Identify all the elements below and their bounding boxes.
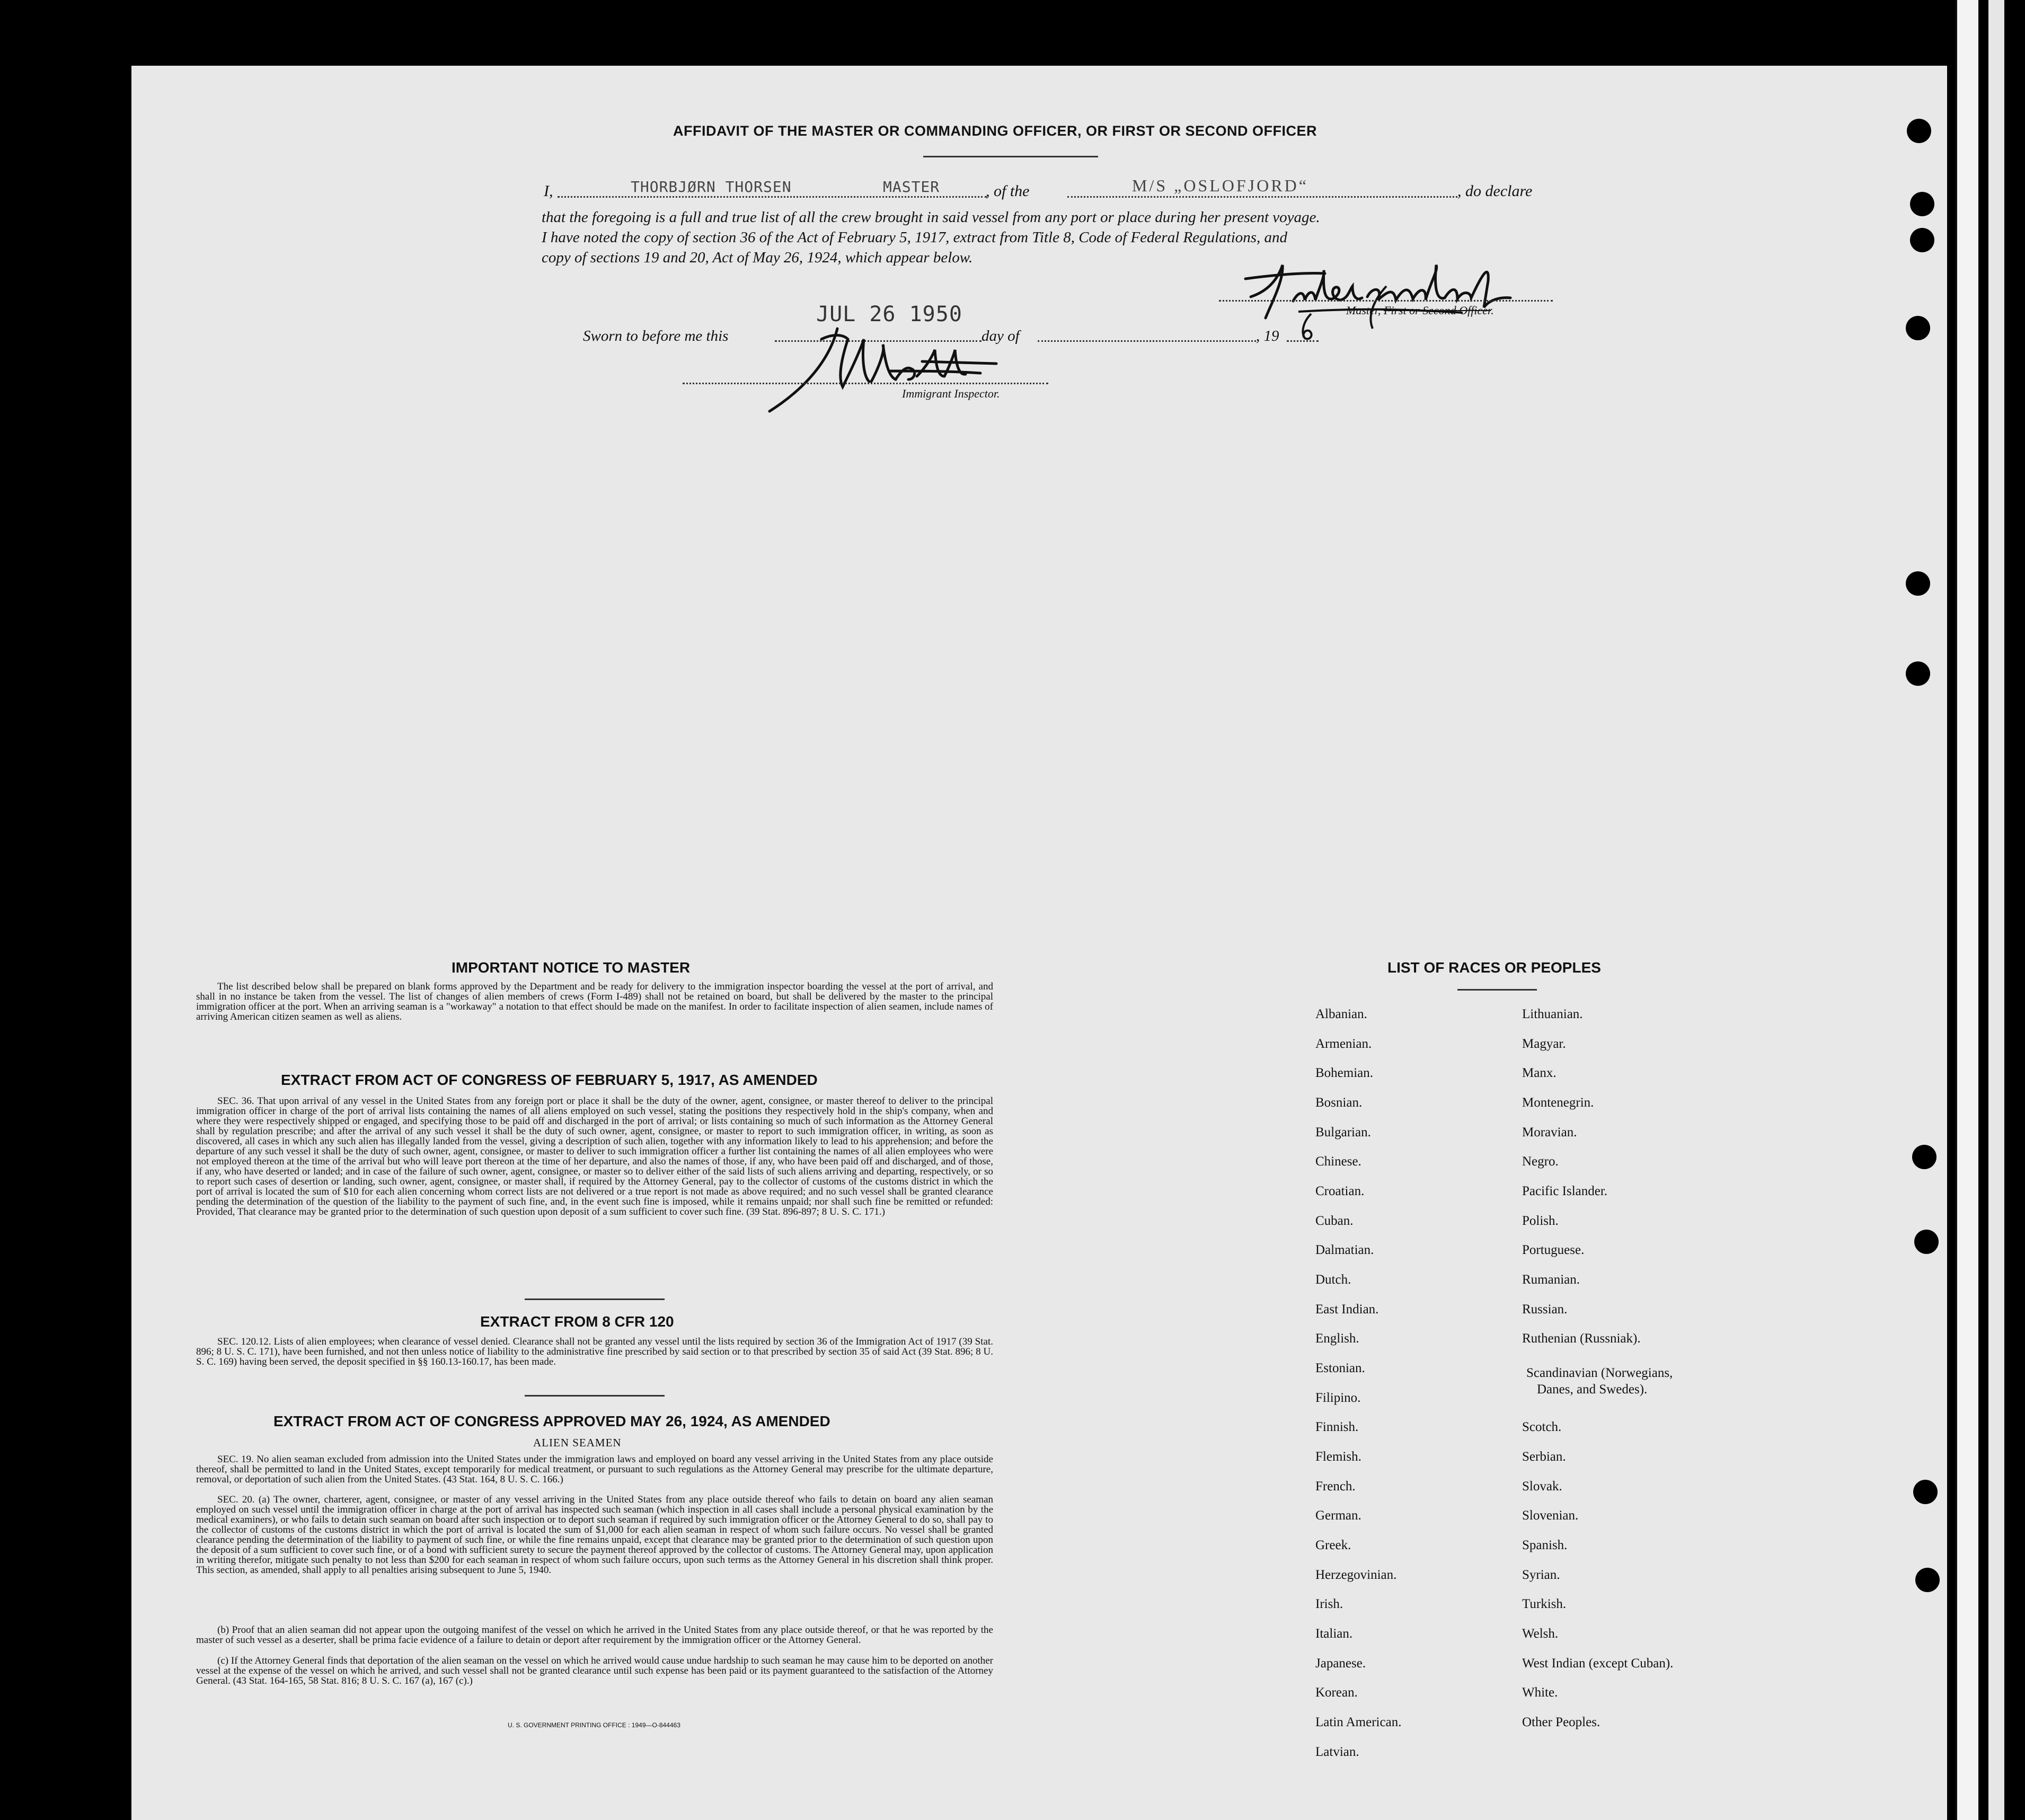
punch-hole-icon bbox=[1906, 316, 1930, 340]
race-right: Scotch. bbox=[1522, 1420, 1562, 1434]
race-right: Montenegrin. bbox=[1522, 1095, 1594, 1110]
vessel-name: M/S „OSLOFJORD“ bbox=[1132, 176, 1308, 195]
rank: MASTER bbox=[883, 178, 940, 196]
signer-caption-end: . bbox=[1491, 304, 1494, 317]
race-right: Other Peoples. bbox=[1522, 1715, 1600, 1729]
race-left: English. bbox=[1315, 1331, 1359, 1346]
race-left: Armenian. bbox=[1315, 1037, 1372, 1051]
declare-label: , do declare bbox=[1457, 182, 1533, 200]
race-right: Serbian. bbox=[1522, 1450, 1566, 1464]
race-right: Manx. bbox=[1522, 1066, 1557, 1080]
race-right: Magyar. bbox=[1522, 1037, 1566, 1051]
punch-hole-icon bbox=[1913, 1480, 1938, 1504]
races-title: LIST OF RACES OR PEOPLES bbox=[1387, 959, 1601, 976]
inspector-signature bbox=[758, 318, 1033, 419]
race-left: Filipino. bbox=[1315, 1391, 1361, 1405]
race-left: Bulgarian. bbox=[1315, 1125, 1371, 1139]
race-left: Latvian. bbox=[1315, 1745, 1359, 1759]
race-right: Scandinavian (Norwegians, bbox=[1526, 1366, 1673, 1380]
race-right: Negro. bbox=[1522, 1154, 1559, 1169]
race-left: Italian. bbox=[1315, 1627, 1353, 1641]
race-right: West Indian (except Cuban). bbox=[1522, 1656, 1674, 1671]
punch-hole-icon bbox=[1910, 192, 1934, 216]
year-label: , 19 bbox=[1256, 328, 1279, 344]
inspector-label: Immigrant Inspector. bbox=[902, 387, 1000, 400]
signer-caption-master: Master, bbox=[1346, 304, 1384, 317]
race-left: Latin American. bbox=[1315, 1715, 1402, 1729]
race-left: Flemish. bbox=[1315, 1450, 1361, 1464]
punch-hole-icon bbox=[1912, 1145, 1936, 1169]
inspector-line bbox=[683, 383, 1048, 384]
race-right: Portuguese. bbox=[1522, 1243, 1585, 1257]
race-left: Croatian. bbox=[1315, 1184, 1365, 1198]
race-right: Moravian. bbox=[1522, 1125, 1577, 1139]
race-left: Irish. bbox=[1315, 1597, 1343, 1611]
race-right: Turkish. bbox=[1522, 1597, 1567, 1611]
race-left: German. bbox=[1315, 1508, 1361, 1523]
sheet-edge bbox=[1956, 0, 1978, 1820]
notice-title: IMPORTANT NOTICE TO MASTER bbox=[452, 959, 691, 976]
race-right: Slovenian. bbox=[1522, 1508, 1579, 1523]
printer-imprint: U. S. GOVERNMENT PRINTING OFFICE : 1949—O-844463 bbox=[508, 1721, 680, 1729]
pronoun: I, bbox=[544, 182, 553, 200]
race-right: Syrian. bbox=[1522, 1568, 1560, 1582]
race-left: Chinese. bbox=[1315, 1154, 1361, 1169]
race-left: Bohemian. bbox=[1315, 1066, 1374, 1080]
month-line bbox=[1038, 340, 1256, 342]
sec20a-body: SEC. 20. (a) The owner, charterer, agent, consignee, or master of any vessel arriving in the United States from any place outside thereof who fails to detain on board any alien seaman employed on such vessel until the immigration officer in charge at the port of arrival has inspected such seaman (which inspection in all cases shall include a personal physical examination by the medical examiners), or who fails to detain such seaman on board after such inspection or to deport such seaman if required by such immigration officer or the Attorney General to do so, shall pay to the collector of customs of the customs district in which the port of arrival is located the sum of $1,000 for each alien seaman in respect of whom such failure occurs. No vessel shall be granted clearance pending the determination of the liability to payment of such fine, or while the fine remains unpaid, except that clearance may be granted prior to the determination of such question upon the deposit of a sum sufficient to cover such fine, or of a bond with sufficient surety to secure the payment thereof approved by the collector of customs. The Attorney General may, upon application in writing therefor, mitigate such penalty to not less than $200 for each seaman in respect of whom such failure occurs, upon such terms as the Attorney General in his discretion shall think proper. This section, as amended, shall apply to all penalties arising subsequent to June 5, 1940. bbox=[196, 1494, 993, 1576]
race-left: Albanian. bbox=[1315, 1007, 1367, 1021]
affidavit-title: AFFIDAVIT OF THE MASTER OR COMMANDING OFFICER, OR FIRST OR SECOND OFFICER bbox=[673, 123, 1317, 139]
race-left: French. bbox=[1315, 1479, 1356, 1494]
name-line bbox=[558, 196, 987, 198]
race-left: Finnish. bbox=[1315, 1420, 1359, 1434]
race-right: Welsh. bbox=[1522, 1627, 1559, 1641]
race-right: Pacific Islander. bbox=[1522, 1184, 1608, 1198]
race-left: Dalmatian. bbox=[1315, 1243, 1374, 1257]
race-right: White. bbox=[1522, 1685, 1558, 1700]
race-left: Bosnian. bbox=[1315, 1095, 1363, 1110]
race-left: East Indian. bbox=[1315, 1302, 1379, 1317]
sec19-body: SEC. 19. No alien seaman excluded from admission into the United States under the immigration laws and employed on board any vessel arriving in the United States from any place outside thereof, shall be permitted to land in the United States, except temporarily for medical treatment, or pursuant to such regulations as the Attorney General may prescribe for the ultimate departure, removal, or deportation of such alien from the United States. (43 Stat. 164, 8 U. S. C. 166.) bbox=[196, 1454, 993, 1485]
date-stamp: JUL 26 1950 bbox=[816, 302, 962, 326]
section-divider bbox=[525, 1395, 665, 1397]
race-right: Spanish. bbox=[1522, 1538, 1568, 1552]
race-left: Herzegovinian. bbox=[1315, 1568, 1397, 1582]
title-divider bbox=[923, 156, 1098, 157]
notice-body: The list described below shall be prepared on blank forms approved by the Department and be ready for delivery to the immigration inspector boarding the vessel at the port of arrival, and shall in no instance be taken from the vessel. The list of changes of alien members of crews (Form I-489) shall not be retained on board, but shall be delivered by the master to the principal immigration officer at the port. When an arriving seaman is a "workaway" a notation to that effect should be made on the manifest. In order to facilitate inspection of alien seamen, include names of arriving American citizen seamen as well as aliens. bbox=[196, 981, 993, 1022]
signer-caption-struck: First or Second Officer bbox=[1383, 304, 1491, 317]
punch-hole-icon bbox=[1915, 1568, 1940, 1592]
extract1-title: EXTRACT FROM ACT OF CONGRESS OF FEBRUARY 5, 1917, AS AMENDED bbox=[281, 1072, 818, 1088]
vessel-line bbox=[1067, 196, 1457, 198]
punch-hole-icon bbox=[1914, 1230, 1939, 1254]
signature-line bbox=[1219, 300, 1553, 302]
sec20b-body: (b) Proof that an alien seaman did not appear upon the outgoing manifest of the vessel on which he arrived in the United States from any place outside thereof, or that he was reported by the master of such vessel as a deserter, shall be prima facie evidence of a failure to detain or deport after requirement by the immigration officer or the Attorney General. bbox=[196, 1624, 993, 1646]
year-handwriting bbox=[1293, 311, 1325, 342]
day-of-label: day of bbox=[981, 328, 1020, 344]
race-left: Estonian. bbox=[1315, 1361, 1365, 1375]
races-divider bbox=[1457, 989, 1537, 991]
punch-hole-icon bbox=[1907, 119, 1931, 143]
race-left: Cuban. bbox=[1315, 1214, 1354, 1228]
declaration-line-4: copy of sections 19 and 20, Act of May 26, 1924, which appear below. bbox=[542, 249, 973, 266]
race-right: Rumanian. bbox=[1522, 1273, 1580, 1287]
extract3-subtitle: ALIEN SEAMEN bbox=[533, 1436, 622, 1449]
race-left: Japanese. bbox=[1315, 1656, 1366, 1671]
race-right: Danes, and Swedes). bbox=[1537, 1382, 1648, 1397]
section-divider bbox=[525, 1298, 665, 1300]
extract2-title: EXTRACT FROM 8 CFR 120 bbox=[480, 1313, 674, 1330]
race-left: Greek. bbox=[1315, 1538, 1351, 1552]
race-right: Polish. bbox=[1522, 1214, 1559, 1228]
race-left: Dutch. bbox=[1315, 1273, 1351, 1287]
race-right: Slovak. bbox=[1522, 1479, 1562, 1494]
extract2-body: SEC. 120.12. Lists of alien employees; when clearance of vessel denied. Clearance shall not be granted any vessel until the lists required by section 36 of the Immigration Act of 1917 (39 Stat. 896; 8 U. S. C. 171), have been furnished, and not then unless notice of liability to the administrative fine prescribed by said section or to that prescribed by section 35 of said Act (39 Stat. 896; 8 U. S. C. 169) having been served, the deposit specified in §§ 160.13-160.17, has been made. bbox=[196, 1336, 993, 1367]
extract3-title: EXTRACT FROM ACT OF CONGRESS APPROVED MAY 26, 1924, AS AMENDED bbox=[273, 1413, 830, 1429]
sworn-label: Sworn to before me this bbox=[583, 328, 729, 344]
declaration-line-3: I have noted the copy of section 36 of the Act of February 5, 1917, extract from Title 8, Code of Federal Regulations, and bbox=[542, 229, 1288, 246]
race-right: Ruthenian (Russniak). bbox=[1522, 1331, 1641, 1346]
signer-caption bbox=[1346, 304, 1494, 317]
declaration-line-2: that the foregoing is a full and true list of all the crew brought in said vessel from any port or place during her present voyage. bbox=[542, 209, 1320, 226]
punch-hole-icon bbox=[1910, 228, 1934, 252]
race-left: Korean. bbox=[1315, 1685, 1358, 1700]
extract1-body: SEC. 36. That upon arrival of any vessel in the United States from any foreign port or place it shall be the duty of the owner, agent, consignee, or master thereof to deliver to the principal immigration officer in charge of the port of arrival lists containing the names of all aliens employed on such vessel, stating the positions they respectively hold in the ship's company, when and where they were respectively shipped or engaged, and specifying those to be paid off and discharged in the port of arrival; or lists containing so much of such information as the Attorney General shall by regulation prescribe; and after the arrival of any such vessel it shall be the duty of such owner, agent, consignee, or master to report to such immigration officer, in writing, as soon as discovered, all cases in which any such alien has illegally landed from the vessel, giving a description of such alien, together with any information likely to lead to his apprehension; and before the departure of any such vessel it shall be the duty of such owner, agent, consignee, or master to deliver to such immigration officer a further list containing the names of all alien employees who were not employed thereon at the time of the arrival but who will leave port thereon at the time of her departure, and also the names of those, if any, who have been paid off and discharged, and of those, if any, who have deserted or landed; and in case of the failure of such owner, agent, consignee, or master so to deliver either of the said lists of such aliens arriving and departing, respectively, or so to report such cases of desertion or landing, such owner, agent, consignee, or master shall, if required by the Attorney General, pay to the collector of customs of the customs district in which the port of arrival is located the sum of $10 for each alien concerning whom correct lists are not delivered or a true report is not made as above required; and no such vessel shall be granted clearance pending the determination of the question of the liability to the payment of such fine, and, in the event such fine is imposed, while it remains unpaid; nor shall such fine be remitted or refunded: Provided, That clearance may be granted prior to the determination of such question upon deposit of a sum sufficient to cover such fine. (39 Stat. 896-897; 8 U. S. C. 171.) bbox=[196, 1095, 993, 1217]
punch-hole-icon bbox=[1906, 571, 1930, 596]
sheet-edge-back bbox=[1988, 0, 2004, 1820]
master-name: THORBJØRN THORSEN bbox=[631, 178, 792, 196]
of-the-label: , of the bbox=[986, 182, 1030, 200]
race-right: Lithuanian. bbox=[1522, 1007, 1583, 1021]
race-right: Russian. bbox=[1522, 1302, 1568, 1317]
master-signature bbox=[1235, 249, 1553, 339]
sec20c-body: (c) If the Attorney General finds that deportation of the alien seaman on the vessel on which he arrived would cause undue hardship to such seaman he may cause him to be deported on another vessel at the expense of the vessel on which he arrived, and such vessel shall not be granted clearance until such expense has been paid or its payment guaranteed to the satisfaction of the Attorney General. (43 Stat. 164-165, 58 Stat. 816; 8 U. S. C. 167 (a), 167 (c).) bbox=[196, 1655, 993, 1686]
punch-hole-icon bbox=[1906, 661, 1930, 686]
